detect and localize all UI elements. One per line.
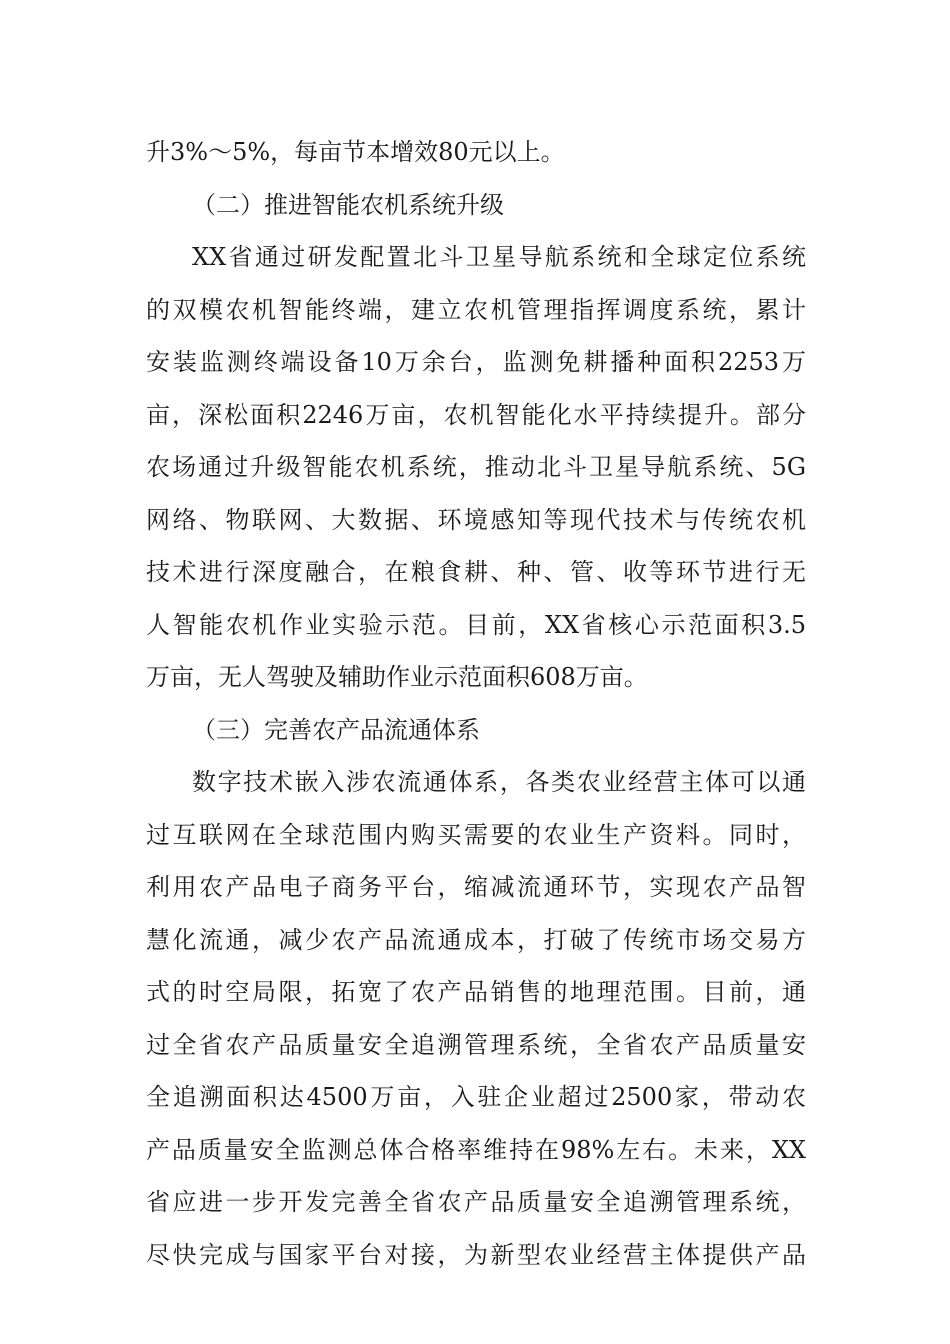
paragraph-line: 产品质量安全监测总体合格率维持在98%左右。未来，XX (146, 1135, 806, 1164)
paragraph-line: 慧化流通，减少农产品流通成本，打破了传统市场交易方 (146, 925, 806, 954)
section-heading-2: （二）推进智能农机系统升级 (192, 190, 504, 219)
paragraph-line: 技术进行深度融合，在粮食耕、种、管、收等环节进行无 (146, 558, 806, 586)
paragraph-line: 过互联网在全球范围内购买需要的农业生产资料。同时， (146, 820, 806, 849)
document-body (146, 126, 806, 1281)
paragraph-line: XX省通过研发配置北斗卫星导航系统和全球定位系统 (192, 243, 806, 271)
paragraph-line: 安装监测终端设备10万余台，监测免耕播种面积2253万 (146, 348, 806, 376)
paragraph-line: 的双模农机智能终端，建立农机管理指挥调度系统，累计 (146, 295, 806, 324)
paragraph-line: 农场通过升级智能农机系统，推动北斗卫星导航系统、5G (146, 453, 806, 481)
paragraph-line: 网络、物联网、大数据、环境感知等现代技术与传统农机 (146, 505, 806, 534)
paragraph-line: 过全省农产品质量安全追溯管理系统，全省农产品质量安 (146, 1030, 806, 1059)
paragraph-line: 尽快完成与国家平台对接，为新型农业经营主体提供产品 (146, 1240, 806, 1269)
paragraph-line: 全追溯面积达4500万亩，入驻企业超过2500家，带动农 (146, 1083, 806, 1111)
paragraph-line: 亩，深松面积2246万亩，农机智能化水平持续提升。部分 (146, 400, 806, 429)
paragraph-line: 万亩，无人驾驶及辅助作业示范面积608万亩。 (146, 663, 648, 691)
paragraph-line: 利用农产品电子商务平台，缩减流通环节，实现农产品智 (146, 873, 806, 901)
paragraph-line: 式的时空局限，拓宽了农产品销售的地理范围。目前，通 (146, 978, 806, 1006)
section-heading-3: （三）完善农产品流通体系 (192, 715, 480, 744)
paragraph-line: 人智能农机作业实验示范。目前，XX省核心示范面积3.5 (146, 610, 806, 639)
paragraph-line: 数字技术嵌入涉农流通体系，各类农业经营主体可以通 (192, 768, 806, 796)
paragraph-line: 省应进一步开发完善全省农产品质量安全追溯管理系统， (146, 1188, 806, 1216)
paragraph-line: 升3%～5%，每亩节本增效80元以上。 (146, 138, 565, 166)
